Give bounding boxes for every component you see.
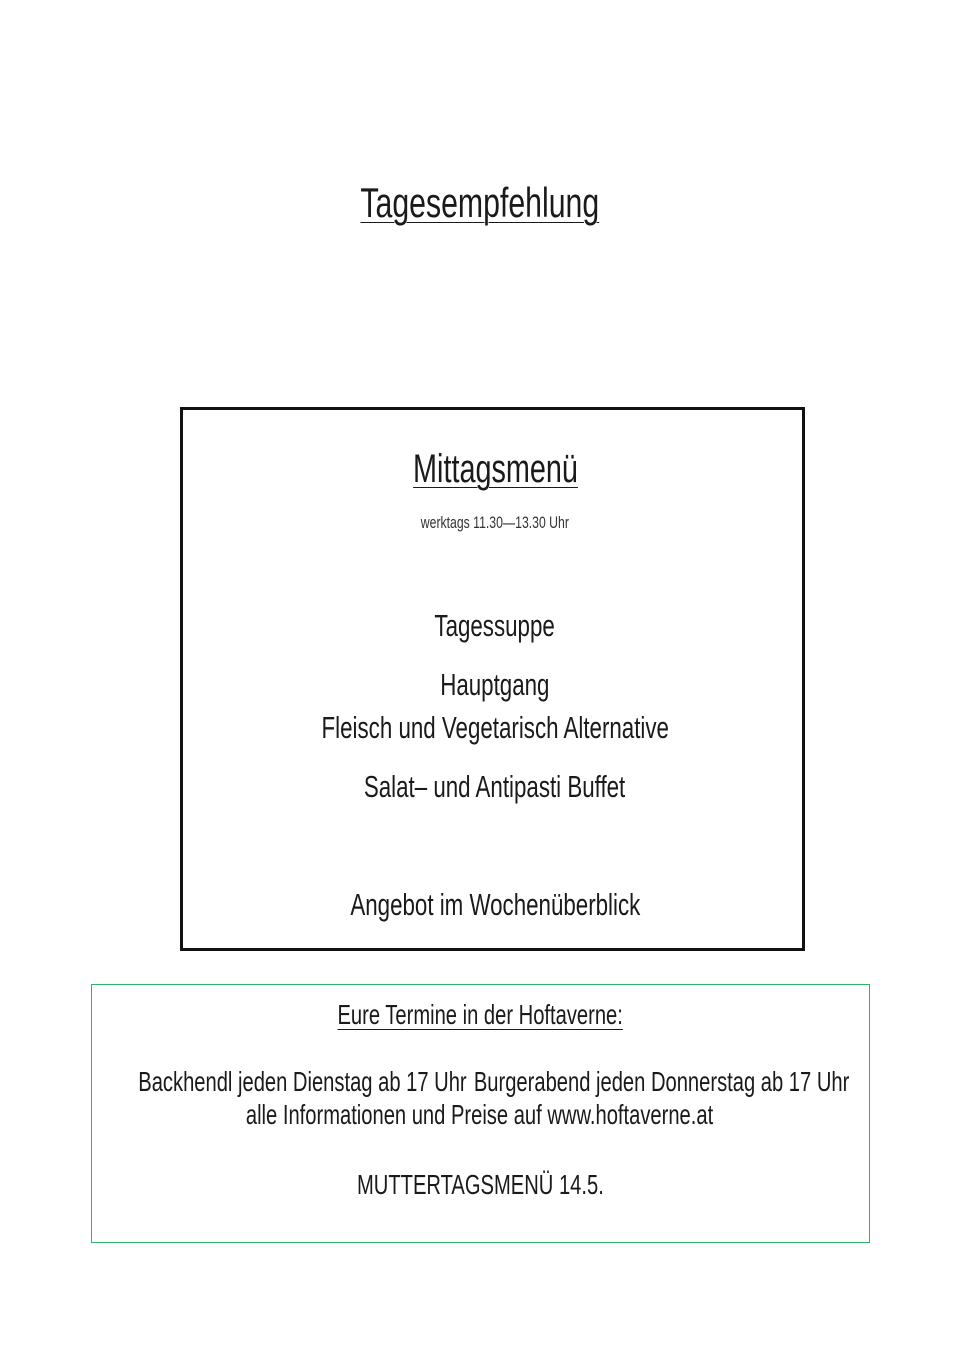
menu-weekly-overview-link[interactable] xyxy=(15,885,960,925)
menu-title xyxy=(15,445,960,493)
events-weekly-line xyxy=(0,1065,960,1099)
events-title-text: Eure Termine in der Hoftaverne: xyxy=(337,999,623,1030)
menu-item-main xyxy=(15,665,960,705)
event-mothers-day-menu: MUTTERTAGSMENÜ 14.5. xyxy=(356,1169,604,1200)
menu-item-main-detail xyxy=(15,708,960,748)
menu-item-main-text: Hauptgang xyxy=(440,667,550,702)
events-info-line xyxy=(0,1098,960,1132)
events-info-text[interactable]: alle Informationen und Preise auf www.hoftaverne.at xyxy=(246,1099,714,1130)
menu-hours xyxy=(15,512,960,534)
menu-item-soup-text: Tagessuppe xyxy=(434,608,556,643)
menu-item-soup xyxy=(15,606,960,646)
event-backhendl: Backhendl jeden Dienstag ab 17 Uhr xyxy=(138,1066,467,1097)
page-title xyxy=(0,178,960,228)
events-weekly-text xyxy=(138,1065,849,1099)
events-title xyxy=(0,997,960,1033)
menu-weekly-overview-text[interactable]: Angebot im Wochenüberblick xyxy=(350,887,640,922)
page-title-text: Tagesempfehlung xyxy=(360,179,600,226)
event-burger: Burgerabend jeden Donnerstag ab 17 Uhr xyxy=(473,1066,850,1097)
menu-item-main-detail-text: Fleisch und Vegetarisch Alternative xyxy=(321,710,669,745)
menu-title-text: Mittagsmenü xyxy=(412,447,578,491)
menu-hours-text: werktags 11.30—13.30 Uhr xyxy=(420,513,570,532)
events-special-line xyxy=(0,1168,960,1202)
menu-item-buffet xyxy=(15,767,960,807)
menu-item-buffet-text: Salat– und Antipasti Buffet xyxy=(364,769,626,804)
